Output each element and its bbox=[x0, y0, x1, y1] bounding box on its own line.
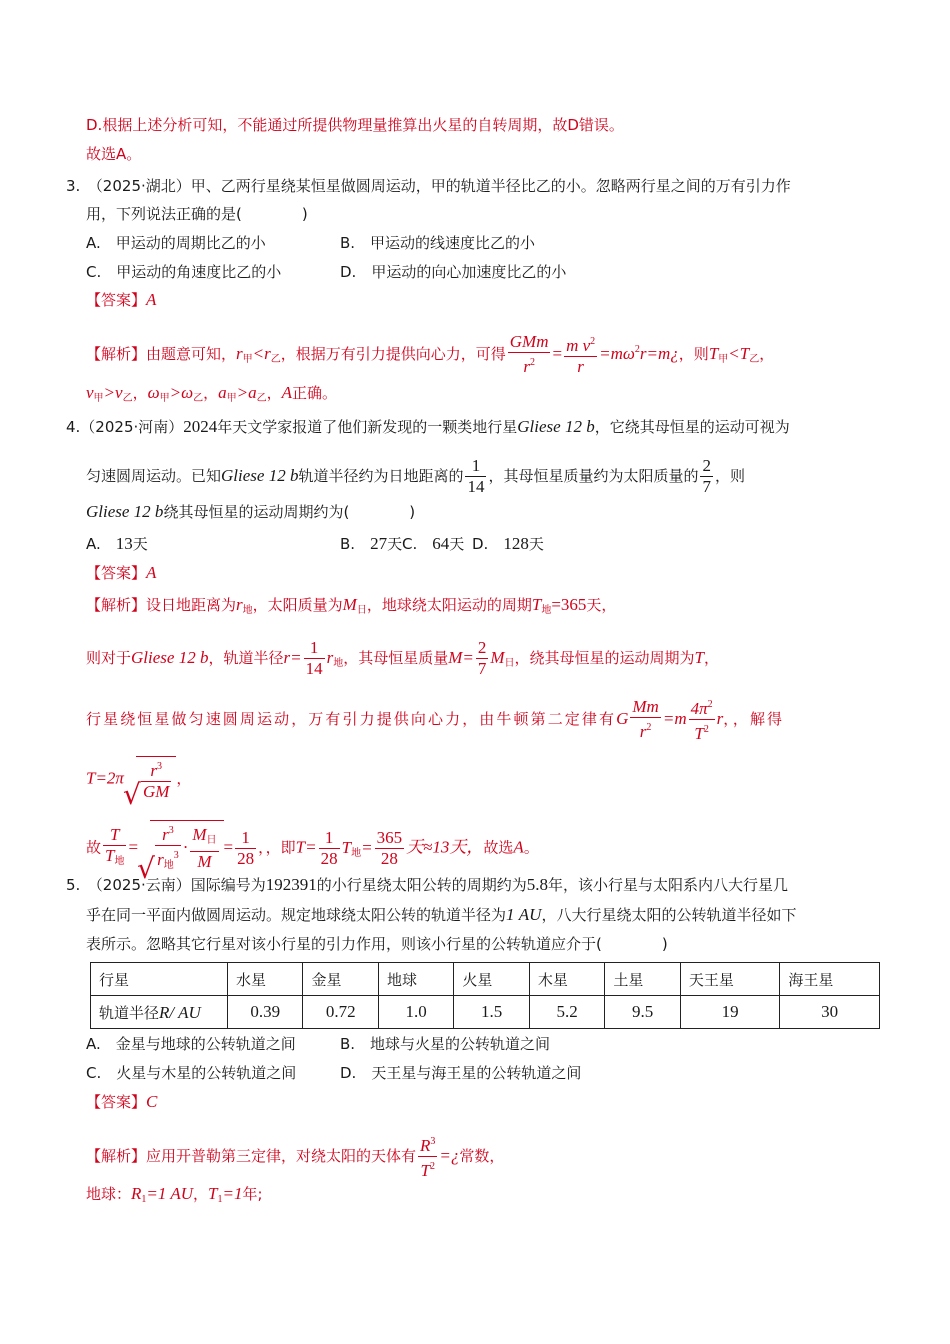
q3-option-d: D. 甲运动的向心加速度比乙的小 bbox=[340, 263, 567, 281]
q5-analysis-line2: 地球：$R_1=1$ AU，$T_1=1$年; bbox=[86, 1184, 263, 1205]
q3-answer: 【答案】A bbox=[86, 290, 157, 309]
q4-radius-ratio: $\frac{1}{14}$ bbox=[467, 456, 485, 496]
table-cell: 火星 bbox=[454, 963, 529, 996]
q4-analysis-line5: 故 $\frac{T}{T_地}$ = √ $\frac{r^3}{r_地^3}$ · $\frac{M_日}{M}$ = $\frac{1}{28}$ ，，即T= $\frac{1}{28}$ $T_地=$ $\frac{365}{28}$ 天≈13天，故选A。 bbox=[86, 820, 539, 876]
table-cell: 金星 bbox=[303, 963, 378, 996]
table-cell: 天王星 bbox=[680, 963, 780, 996]
q3-stem-line1: 3. （2025·湖北）甲、乙两行星绕某恒星做圆周运动，甲的轨道半径比乙的小。忽略两行星之间的万有引力作 bbox=[66, 177, 791, 195]
prev-conclusion: 故选A。 bbox=[86, 145, 142, 163]
table-cell: 1.5 bbox=[454, 996, 529, 1029]
prev-option-d-analysis: D.根据上述分析可知，不能通过所提供物理量推算出火星的自转周期，故D错误。 bbox=[86, 116, 624, 134]
table-cell: 30 bbox=[780, 996, 880, 1029]
q3-stem-line2: 用，下列说法正确的是( ) bbox=[86, 205, 308, 223]
q4-stem-line2: 匀速圆周运动。已知Gliese 12 b轨道半径约为日地距离的 $\frac{1}{14}$ ，其母恒星质量约为太阳质量的 $\frac{2}{7}$ ，则 bbox=[86, 456, 745, 496]
q3-analysis-line2: $v_甲>v_乙$，$\omega_甲>\omega_乙$，$a_甲>a_乙$，A正确。 bbox=[86, 383, 338, 404]
orbit-radius-table bbox=[90, 962, 880, 1029]
q4-stem-line1: 4.（2025·河南）2024年天文学家报道了他们新发现的一颗类地行星Gliese 12 b，它绕其母恒星的运动可视为 bbox=[66, 417, 790, 436]
q5-option-a: A. 金星与地球的公转轨道之间 bbox=[86, 1035, 296, 1053]
q5-option-c: C. 火星与木星的公转轨道之间 bbox=[86, 1064, 297, 1082]
q4-analysis-line1: 【解析】设日地距离为$r_地$，太阳质量为$M_日$，地球绕太阳运动的周期$T_地=365$天， bbox=[86, 595, 617, 616]
q4-answer: 【答案】A bbox=[86, 563, 157, 582]
q4-analysis-line3: 行星绕恒星做匀速圆周运动，万有引力提供向心力，由牛顿第二定律有G $\frac{Mm}{r^2}$ =m $\frac{4\pi^2}{T^2}$ r，，解得 bbox=[86, 697, 785, 743]
q5-analysis-line1: 【解析】应用开普勒第三定律，对绕太阳的天体有 $\frac{R^3}{T^2}$ =¿常数， bbox=[86, 1132, 504, 1181]
table-cell: 0.39 bbox=[228, 996, 303, 1029]
q4-option-b: B. 27天 bbox=[340, 534, 403, 553]
q3-analysis-line1: 【解析】由题意可知，$r_甲<r_乙$，根据万有引力提供向心力，可得 $\frac{\text{GMm}}{r^2}$ = $\frac{m v^2}{r}$ $=m\omega^2r=m¿$，则$T_甲<T_乙$， bbox=[86, 332, 775, 376]
q5-stem-line1: 5. （2025·云南）国际编号为192391的小行星绕太阳公转的周期约为5.8年，该小行星与太阳系内八大行星几 bbox=[66, 875, 789, 894]
q4-analysis-line2: 则对于Gliese 12 b，轨道半径r= $\frac{1}{14}$ $r_地$，其母恒星质量M= $\frac{2}{7}$ $M_日$，绕其母恒星的运动周期为T， bbox=[86, 638, 720, 678]
q3-gravity-fraction: $\frac{\text{GMm}}{r^2}$ bbox=[509, 332, 549, 376]
q5-option-d: D. 天王星与海王星的公转轨道之间 bbox=[340, 1064, 582, 1082]
table-cell: 水星 bbox=[228, 963, 303, 996]
table-cell: 地球 bbox=[378, 963, 453, 996]
table-header-cell: 行星 bbox=[91, 963, 228, 996]
table-cell: 0.72 bbox=[303, 996, 378, 1029]
table-row bbox=[91, 963, 880, 996]
table-cell: 9.5 bbox=[605, 996, 680, 1029]
table-cell: 19 bbox=[680, 996, 780, 1029]
q5-option-b: B. 地球与火星的公转轨道之间 bbox=[340, 1035, 551, 1053]
table-cell: 土星 bbox=[605, 963, 680, 996]
q3-option-b: B. 甲运动的线速度比乙的小 bbox=[340, 234, 536, 252]
table-cell: 1.0 bbox=[378, 996, 453, 1029]
table-cell: 海王星 bbox=[780, 963, 880, 996]
q3-option-a: A. 甲运动的周期比乙的小 bbox=[86, 234, 266, 252]
table-cell: 5.2 bbox=[529, 996, 604, 1029]
table-row bbox=[91, 996, 880, 1029]
q5-stem-line2: 乎在同一平面内做圆周运动。规定地球绕太阳公转的轨道半径为1 AU，八大行星绕太阳的公转轨道半径如下 bbox=[86, 905, 797, 924]
q5-answer: 【答案】C bbox=[86, 1092, 158, 1111]
q3-option-c: C. 甲运动的角速度比乙的小 bbox=[86, 263, 282, 281]
q4-option-a: A. 13天 bbox=[86, 534, 148, 553]
q4-stem-line3: Gliese 12 b绕其母恒星的运动周期约为( ) bbox=[86, 502, 416, 521]
q3-velocity-fraction: $\frac{m v^2}{r}$ bbox=[564, 332, 597, 377]
q4-option-c: C. 64天 bbox=[402, 534, 465, 553]
table-header-cell: 轨道半径R/ AU bbox=[91, 996, 228, 1029]
q4-analysis-line4: T=2π √ $\frac{r^3}{GM}$ ， bbox=[86, 756, 191, 802]
q4-mass-ratio: $\frac{2}{7}$ bbox=[702, 456, 711, 496]
q5-stem-line3: 表所示。忽略其它行星对该小行星的引力作用，则该小行星的公转轨道应介于( ) bbox=[86, 935, 668, 953]
table-cell: 木星 bbox=[529, 963, 604, 996]
q4-option-d: D. 128天 bbox=[472, 534, 544, 553]
